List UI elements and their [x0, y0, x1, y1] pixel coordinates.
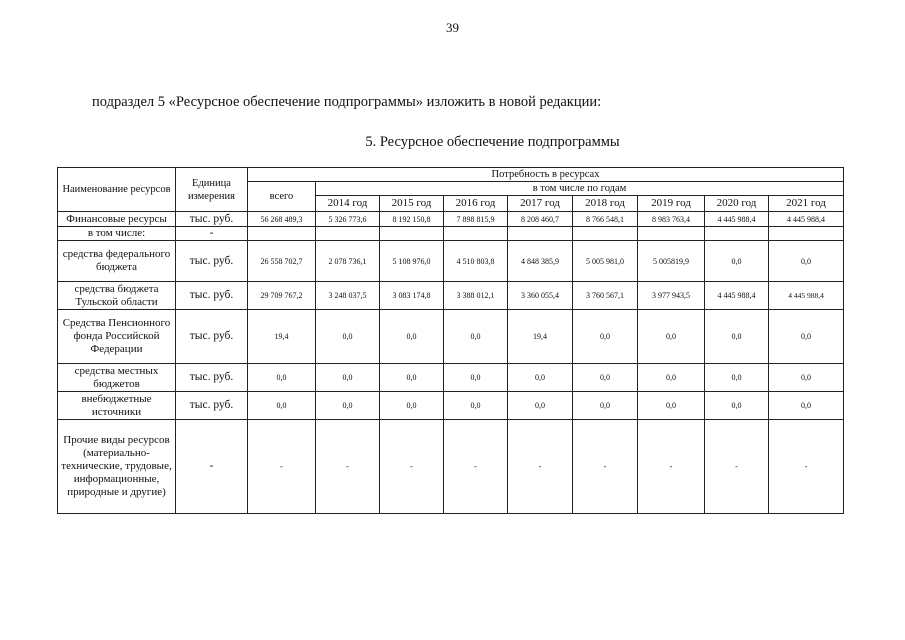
row-unit: тыс. руб.	[176, 282, 248, 310]
cell-value: 4 445 988,4	[769, 212, 844, 227]
row-name: Средства Пенсионного фонда Российской Федерации	[58, 310, 176, 364]
header-need: Потребность в ресурсах	[248, 168, 844, 182]
cell-value: 0,0	[444, 364, 508, 392]
header-year: 2015 год	[380, 196, 444, 212]
cell-value: 2 078 736,1	[316, 241, 380, 282]
header-year: 2019 год	[638, 196, 705, 212]
header-year: 2021 год	[769, 196, 844, 212]
cell-value	[508, 227, 573, 241]
cell-value: 0,0	[573, 310, 638, 364]
table-row	[58, 392, 844, 420]
cell-value: 3 977 943,5	[638, 282, 705, 310]
row-unit: тыс. руб.	[176, 310, 248, 364]
cell-value	[316, 227, 380, 241]
cell-value: 26 558 702,7	[248, 241, 316, 282]
cell-value: 5 005819,9	[638, 241, 705, 282]
cell-value: 3 083 174,8	[380, 282, 444, 310]
cell-value: 0,0	[316, 364, 380, 392]
cell-value: 0,0	[248, 364, 316, 392]
page-number: 39	[446, 20, 459, 35]
cell-value: 0,0	[380, 310, 444, 364]
cell-value: 4 445 988,4	[705, 212, 769, 227]
row-name: Финансовые ресурсы	[58, 212, 176, 227]
cell-value: 5 005 981,0	[573, 241, 638, 282]
row-name: средства местных бюджетов	[58, 364, 176, 392]
cell-value: -	[769, 420, 844, 514]
header-year: 2017 год	[508, 196, 573, 212]
cell-value: 0,0	[705, 364, 769, 392]
resources-table	[57, 167, 844, 514]
cell-value: 0,0	[769, 392, 844, 420]
cell-value: 0,0	[508, 364, 573, 392]
cell-value	[573, 227, 638, 241]
cell-value: 19,4	[248, 310, 316, 364]
row-unit: -	[176, 420, 248, 514]
cell-value	[705, 227, 769, 241]
cell-value: 4 445 988,4	[769, 282, 844, 310]
cell-value: 4 445 988,4	[705, 282, 769, 310]
row-unit: тыс. руб.	[176, 364, 248, 392]
section-title: 5. Ресурсное обеспечение подпрограммы	[365, 134, 620, 150]
cell-value: -	[316, 420, 380, 514]
row-unit: тыс. руб.	[176, 212, 248, 227]
cell-value: 0,0	[769, 310, 844, 364]
table-row	[58, 241, 844, 282]
row-name: внебюджетные источники	[58, 392, 176, 420]
table-row	[58, 310, 844, 364]
cell-value: 29 709 767,2	[248, 282, 316, 310]
cell-value: 3 248 037,5	[316, 282, 380, 310]
cell-value: 0,0	[769, 364, 844, 392]
cell-value: 5 108 976,0	[380, 241, 444, 282]
cell-value: 0,0	[638, 392, 705, 420]
cell-value: -	[508, 420, 573, 514]
cell-value: 0,0	[316, 310, 380, 364]
cell-value: 0,0	[444, 310, 508, 364]
row-unit: тыс. руб.	[176, 241, 248, 282]
cell-value: 0,0	[638, 364, 705, 392]
header-by-years: в том числе по годам	[316, 182, 844, 196]
cell-value: 19,4	[508, 310, 573, 364]
cell-value: 0,0	[573, 364, 638, 392]
row-name: средства бюджета Тульской области	[58, 282, 176, 310]
header-unit: Единица измерения	[176, 168, 248, 212]
table-row	[58, 420, 844, 514]
cell-value: 3 360 055,4	[508, 282, 573, 310]
cell-value: 8 192 150,8	[380, 212, 444, 227]
cell-value: 0,0	[573, 392, 638, 420]
cell-value: 56 268 489,3	[248, 212, 316, 227]
table-row	[58, 212, 844, 227]
row-name: в том числе:	[58, 227, 176, 241]
cell-value: 3 388 012,1	[444, 282, 508, 310]
cell-value: 0,0	[316, 392, 380, 420]
cell-value	[380, 227, 444, 241]
cell-value: -	[638, 420, 705, 514]
header-year: 2014 год	[316, 196, 380, 212]
row-name: Прочие виды ресурсов (материально-технические, трудовые, информационные, природные и другие)	[58, 420, 176, 514]
cell-value: 0,0	[769, 241, 844, 282]
cell-value: 5 326 773,6	[316, 212, 380, 227]
header-year: 2020 год	[705, 196, 769, 212]
table-row	[58, 364, 844, 392]
cell-value: 0,0	[638, 310, 705, 364]
header-name: Наименование ресурсов	[58, 168, 176, 212]
cell-value: 0,0	[380, 392, 444, 420]
table-row	[58, 227, 844, 241]
cell-value: 7 898 815,9	[444, 212, 508, 227]
cell-value: 8 208 460,7	[508, 212, 573, 227]
cell-value: 0,0	[248, 392, 316, 420]
row-unit: -	[176, 227, 248, 241]
row-unit: тыс. руб.	[176, 392, 248, 420]
cell-value: -	[248, 420, 316, 514]
cell-value: 0,0	[380, 364, 444, 392]
cell-value: 0,0	[705, 392, 769, 420]
intro-text: подраздел 5 «Ресурсное обеспечение подпрограммы» изложить в новой редакции:	[92, 94, 602, 110]
cell-value: 0,0	[444, 392, 508, 420]
cell-value: 8 983 763,4	[638, 212, 705, 227]
cell-value: 4 510 803,8	[444, 241, 508, 282]
cell-value: 4 848 385,9	[508, 241, 573, 282]
table-row	[58, 282, 844, 310]
header-year: 2016 год	[444, 196, 508, 212]
cell-value: 0,0	[508, 392, 573, 420]
header-year: 2018 год	[573, 196, 638, 212]
cell-value: -	[705, 420, 769, 514]
cell-value	[444, 227, 508, 241]
cell-value: 0,0	[705, 241, 769, 282]
cell-value: -	[444, 420, 508, 514]
cell-value	[638, 227, 705, 241]
cell-value: -	[573, 420, 638, 514]
cell-value: -	[380, 420, 444, 514]
cell-value: 0,0	[705, 310, 769, 364]
row-name: средства федерального бюджета	[58, 241, 176, 282]
header-total: всего	[248, 182, 316, 212]
cell-value	[248, 227, 316, 241]
cell-value: 3 760 567,1	[573, 282, 638, 310]
cell-value	[769, 227, 844, 241]
cell-value: 8 766 548,1	[573, 212, 638, 227]
